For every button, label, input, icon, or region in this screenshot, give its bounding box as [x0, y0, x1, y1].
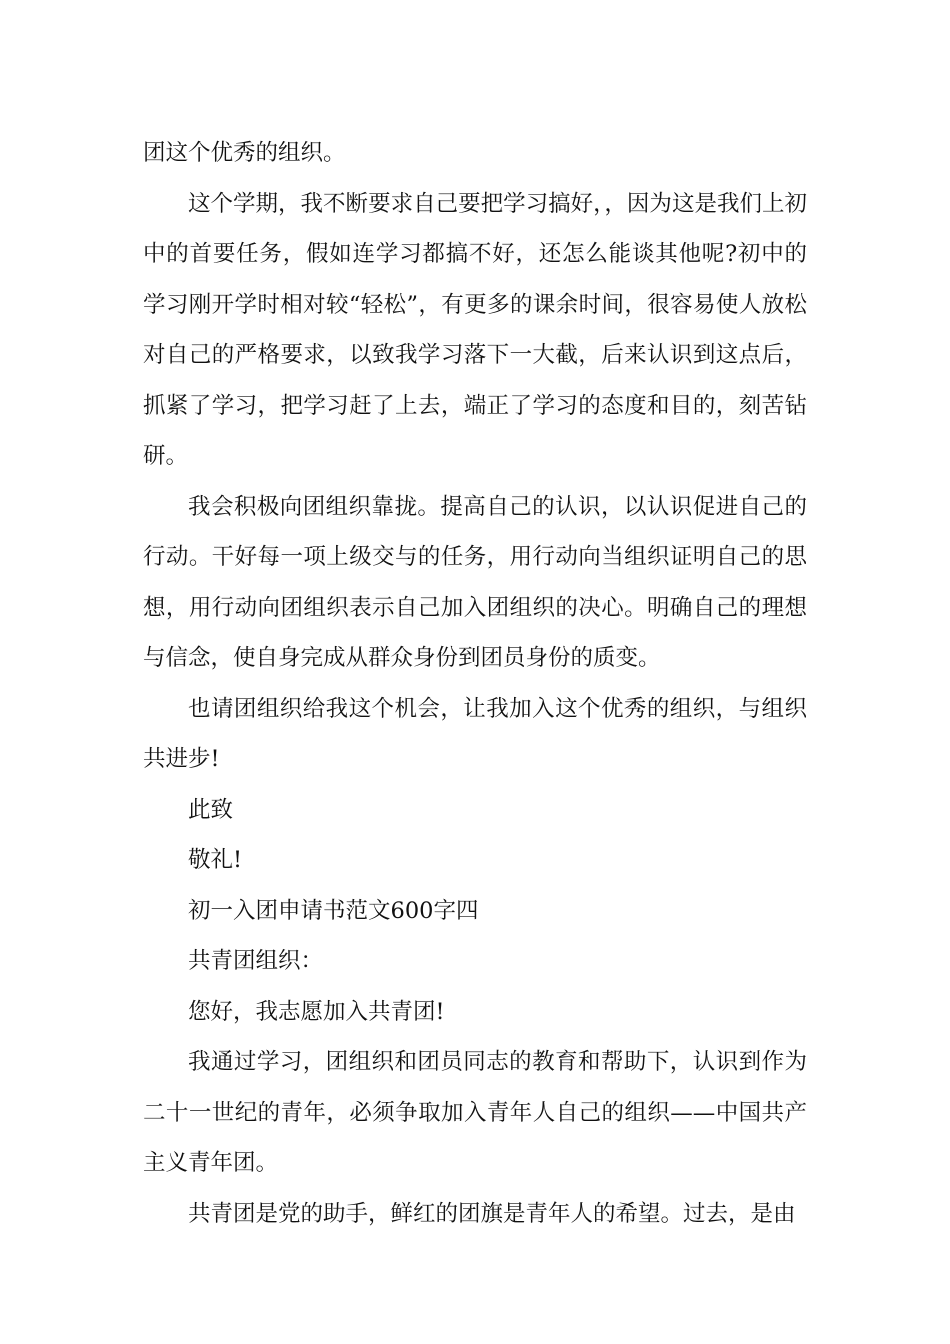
closing-regards: 敬礼!	[188, 847, 243, 873]
letter-addressee: 共青团组织：	[188, 948, 324, 974]
paragraph-request: 也请团组织给我这个机会，让我加入这个优秀的组织，与组织共进步!	[143, 695, 807, 772]
closing-salutation: 此致	[188, 796, 234, 823]
letter-greeting: 您好，我志愿加入共青团!	[188, 998, 445, 1025]
section-heading: 初一入团申请书范文600字四	[188, 897, 479, 924]
paragraph-learning: 我通过学习，团组织和团员同志的教育和帮助下，认识到作为二十一世纪的青年，必须争取加入青年人自己的组织——中国共产主义青年团。	[143, 1049, 807, 1176]
paragraph-commitment: 我会积极向团组织靠拢。提高自己的认识，以认识促进自己的行动。干好每一项上级交与的任务，用行动向当组织证明自己的思想，用行动向团组织表示自己加入团组织的决心。明确自己的理想与信念，使自身完成从群众身份到团员身份的质变。	[143, 493, 807, 671]
paragraph-study: 这个学期，我不断要求自己要把学习搞好，，因为这是我们上初中的首要任务，假如连学习都搞不好，还怎么能谈其他呢?初中的学习刚开学时相对较“轻松”，有更多的课余时间，很容易使人放松对自己的严格要求，以致我学习落下一大截，后来认识到这点后，抓紧了学习，把学习赶了上去，端正了学习的态度和目的，刻苦钻研。	[143, 190, 807, 469]
paragraph-league-intro: 共青团是党的助手，鲜红的团旗是青年人的希望。过去，是由	[188, 1200, 796, 1227]
document-body	[143, 128, 807, 1239]
paragraph-continuation: 团这个优秀的组织。	[143, 140, 346, 166]
